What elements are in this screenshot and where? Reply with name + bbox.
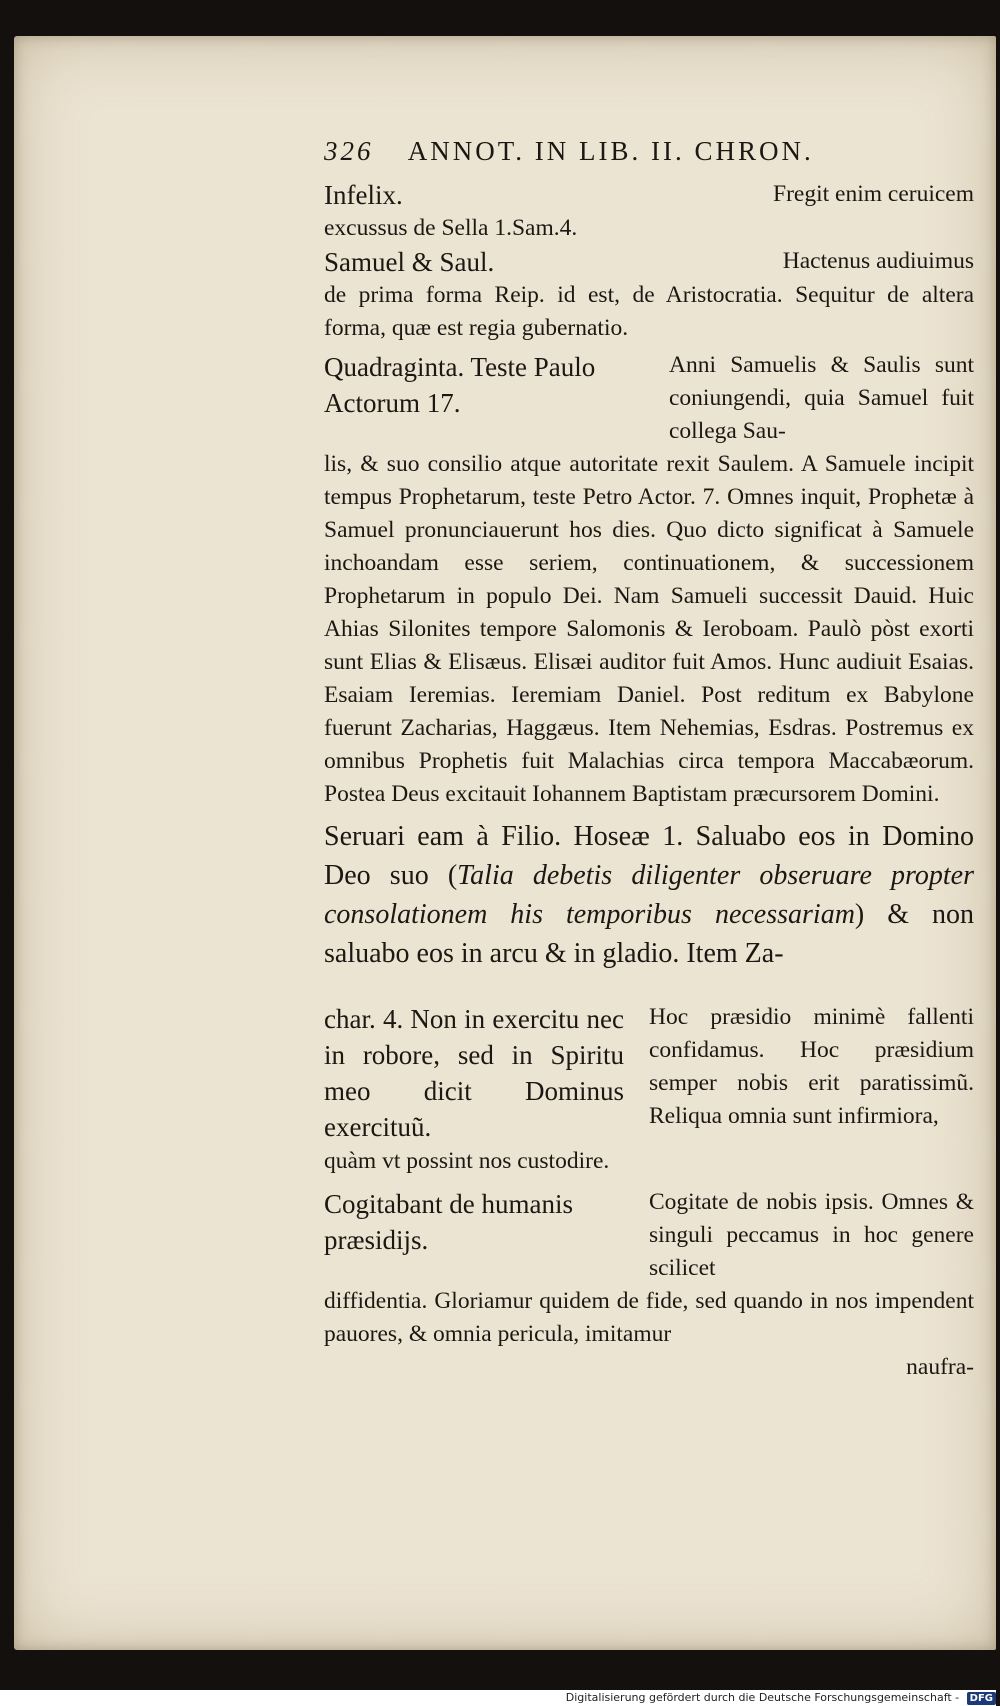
annotation-quadraginta	[324, 349, 974, 448]
text-column	[324, 136, 974, 1384]
seruari-italic: Talia debetis diligenter obseruare propter consolationem his temporibus necessariam	[324, 860, 974, 930]
seruari-text-b: ) & non saluabo eos in arcu & in gladio. Item Za-	[324, 899, 974, 969]
annotation-samuel-saul	[324, 245, 974, 279]
comment-infelix: Fregit enim ceruicem	[773, 181, 974, 207]
comment-quadraginta: Anni Samuelis & Saulis sunt coniungendi, quia Samuel fuit collega Sau-	[669, 352, 974, 444]
annotation-infelix	[324, 178, 974, 212]
continuation-infelix: excussus de Sella 1.Sam.4.	[324, 215, 578, 241]
lemma-cogitabant: Cogitabant de humanis præsidijs.	[324, 1189, 573, 1255]
page-number: 326	[324, 136, 374, 166]
seruari-text-a: Seruari eam à Filio. Hoseæ 1. Saluabo eos in Domino Deo suo (	[324, 821, 974, 891]
running-header	[324, 136, 974, 172]
catchword: naufra-	[906, 1354, 974, 1380]
comment-cogitabant: Cogitate de nobis ipsis. Omnes & singuli peccamus in hoc genere scilicet	[649, 1189, 974, 1281]
comment-zacharias: Hoc præsidio minimè fallenti confidamus. Hoc præsidium semper nobis erit paratissimũ. Reliqua omnia sunt infirmiora,	[649, 1004, 974, 1129]
running-title: ANNOT. IN LIB. II. CHRON.	[407, 136, 814, 166]
continuation-quadraginta: lis, & suo consilio atque autoritate rexit Saulem. A Samuele incipit tempus Prophetarum, teste Petro Actor. 7. Omnes inquit, Prophetæ à Samuel pronunciauerunt hos dies. Quo dicto significat à Samuele inchoandam esse seriem, continuationem, & successionem Prophetarum in populo Dei. Nam Samueli successit Dauid. Huic Ahias Silonites tempore Salomonis & Ieroboam. Paulò pòst exorti sunt Elias & Elisæus. Elisæi auditor fuit Amos. Hunc audiuit Esaias. Esaiam Ieremias. Ieremiam Daniel. Post reditum ex Babylone fuerunt Zacharias, Haggæus. Item Nehemias, Esdras. Postremus ex omnibus Prophetis fuit Malachias circa tempora Maccabæorum. Postea Deus excitauit Iohannem Baptistam præcursorem Domini.	[324, 451, 974, 807]
dfg-logo: DFG	[967, 1692, 996, 1705]
annotation-cogitabant	[324, 1186, 974, 1285]
lemma-quadraginta: Quadraginta. Teste Paulo Actorum 17.	[324, 352, 596, 418]
lemma-zacharias: char. 4. Non in exercitu nec in robore, sed in Spiritu meo dicit Dominus exercituũ.	[324, 1004, 624, 1142]
book-page	[14, 36, 996, 1650]
digitization-footer	[0, 1690, 996, 1706]
zacharias-two-column	[324, 1001, 974, 1145]
footer-credit: Digitalisierung gefördert durch die Deutsche Forschungsgemeinschaft -	[565, 1691, 960, 1704]
lemma-infelix: Infelix.	[324, 180, 403, 210]
annotation-seruari	[324, 817, 974, 973]
continuation-cogitabant: diffidentia. Gloriamur quidem de fide, sed quando in nos impendent pauores, & omnia pericula, imitamur	[324, 1288, 974, 1347]
continuation-samuel-saul: de prima forma Reip. id est, de Aristocratia. Sequitur de altera forma, quæ est regia gubernatio.	[324, 282, 974, 341]
lemma-samuel-saul: Samuel & Saul.	[324, 247, 495, 277]
continuation-zacharias: quàm vt possint nos custodire.	[324, 1148, 610, 1174]
comment-samuel-saul: Hactenus audiuimus	[782, 248, 974, 274]
